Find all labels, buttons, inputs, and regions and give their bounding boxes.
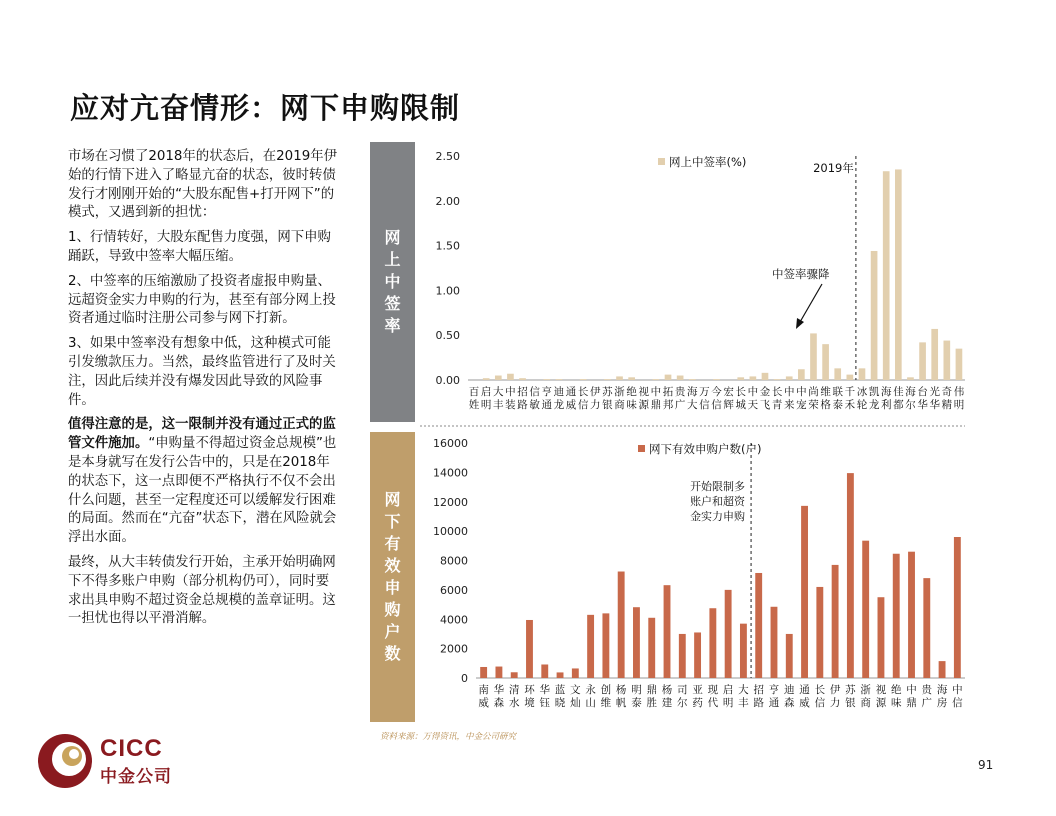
bar bbox=[580, 379, 587, 380]
y-tick-label: 4000 bbox=[440, 613, 468, 627]
bar bbox=[737, 377, 744, 380]
bar bbox=[740, 624, 747, 678]
x-tick-label: 亨通 bbox=[541, 386, 553, 411]
y-tick-label: 2.50 bbox=[435, 150, 460, 163]
bar bbox=[786, 634, 793, 678]
y-tick-label: 14000 bbox=[433, 466, 468, 480]
x-tick-label: 通威 bbox=[799, 684, 810, 709]
y-tick-label: 2.00 bbox=[435, 194, 460, 208]
bar bbox=[907, 377, 914, 380]
x-tick-label: 迪龙 bbox=[553, 386, 565, 411]
bar bbox=[483, 378, 490, 380]
x-tick-label: 华钰 bbox=[539, 684, 551, 709]
x-tick-label: 贵广 bbox=[921, 684, 933, 709]
x-tick-label: 拓邦 bbox=[662, 386, 674, 411]
legend-label: 网上中签率(%) bbox=[669, 155, 747, 169]
x-tick-label: 大丰 bbox=[493, 386, 504, 411]
bar bbox=[954, 537, 961, 678]
x-tick-label: 海房 bbox=[936, 684, 948, 709]
bar bbox=[709, 608, 716, 678]
online-lottery-rate-chart bbox=[420, 142, 970, 427]
bar bbox=[725, 590, 732, 678]
x-tick-label: 现代 bbox=[707, 684, 719, 709]
x-tick-label: 杨建 bbox=[661, 684, 673, 709]
bar bbox=[908, 552, 915, 678]
bar bbox=[862, 541, 869, 678]
x-tick-label: 台华 bbox=[917, 386, 928, 411]
bar bbox=[762, 373, 769, 380]
paragraph-conclusion: 最终，从大丰转债发行开始，主承开始明确网下不得多账户申购（部分机构仍可），同时要求出具申购不超过资金总规模的盖章证明。这一担忧也得以平滑消解。 bbox=[68, 554, 336, 627]
bar bbox=[495, 376, 502, 380]
x-tick-label: 伊力 bbox=[590, 386, 601, 411]
y-tick-label: 1.50 bbox=[435, 239, 460, 253]
x-tick-label: 绝味 bbox=[626, 386, 637, 411]
bar bbox=[511, 672, 518, 678]
x-tick-label: 浙商 bbox=[860, 684, 871, 709]
annotation-restriction: 账户和超资 bbox=[690, 495, 746, 508]
bar bbox=[810, 333, 817, 380]
x-tick-label: 中来 bbox=[783, 386, 795, 411]
band-char: 签 bbox=[384, 294, 401, 313]
bar bbox=[480, 667, 487, 678]
bar bbox=[618, 572, 625, 678]
source-note: 资料来源：万得资讯，中金公司研究 bbox=[380, 732, 517, 742]
bar bbox=[878, 597, 885, 678]
bar bbox=[677, 376, 684, 380]
x-tick-label: 中鼎 bbox=[650, 386, 662, 411]
offline-applicants-chart bbox=[420, 432, 970, 727]
annotation-year: 2019年 bbox=[813, 161, 854, 175]
bar bbox=[774, 379, 781, 380]
x-tick-label: 启明 bbox=[480, 386, 492, 411]
bar bbox=[750, 376, 757, 380]
x-tick-label: 冰轮 bbox=[856, 386, 868, 411]
legend-label: 网下有效申购户数(户) bbox=[649, 442, 762, 456]
bar bbox=[557, 672, 564, 678]
bar bbox=[689, 379, 696, 380]
band-char: 上 bbox=[384, 250, 401, 269]
x-tick-label: 鼎胜 bbox=[646, 684, 657, 709]
x-tick-label: 海利 bbox=[880, 386, 892, 411]
band-char: 中 bbox=[384, 272, 401, 291]
cicc-logo-icon bbox=[36, 732, 94, 790]
bar bbox=[822, 344, 829, 380]
y-tick-label: 2000 bbox=[440, 642, 468, 656]
bar bbox=[859, 368, 866, 380]
band-char: 有 bbox=[384, 534, 401, 553]
annotation-restriction: 金实力申购 bbox=[690, 510, 746, 523]
band-char: 数 bbox=[384, 644, 401, 663]
y-tick-label: 0 bbox=[461, 672, 468, 685]
paragraph-point-1: 1、行情转好，大股东配售力度强，网下申购踊跃，导致中签率大幅压缩。 bbox=[68, 230, 331, 264]
bar bbox=[648, 618, 655, 678]
bar bbox=[801, 506, 808, 678]
bar bbox=[895, 169, 902, 380]
x-tick-label: 伟明 bbox=[953, 386, 965, 411]
logo-text-en: CICC bbox=[100, 735, 163, 762]
x-tick-label: 司尔 bbox=[677, 684, 688, 709]
x-tick-label: 苏银 bbox=[845, 684, 856, 709]
bar bbox=[604, 379, 611, 380]
legend-swatch bbox=[658, 158, 665, 165]
bar bbox=[931, 329, 938, 380]
x-tick-label: 百姓 bbox=[468, 386, 480, 411]
annotation-arrow-head bbox=[796, 318, 804, 329]
page-number: 91 bbox=[978, 758, 994, 772]
band-char: 率 bbox=[384, 316, 401, 335]
y-tick-label: 8000 bbox=[440, 554, 468, 568]
y-tick-label: 6000 bbox=[440, 583, 468, 597]
band-char: 网 bbox=[384, 490, 401, 509]
band-char: 购 bbox=[384, 600, 401, 619]
x-tick-label: 视源 bbox=[638, 386, 650, 411]
bar bbox=[665, 375, 672, 380]
annotation-restriction: 开始限制多 bbox=[690, 480, 746, 493]
x-tick-label: 招路 bbox=[753, 684, 764, 709]
y-tick-label: 0.50 bbox=[435, 329, 460, 343]
x-tick-label: 尚荣 bbox=[808, 386, 819, 411]
bar bbox=[653, 379, 660, 380]
logo-text-cn: 中金公司 bbox=[100, 767, 172, 787]
band-label-offline-accounts bbox=[370, 432, 415, 722]
x-tick-label: 创维 bbox=[600, 684, 612, 709]
bar bbox=[694, 632, 701, 678]
paragraph-point-3: 3、如果中签率没有想象中低，这种模式可能引发缴款压力。当然，最终监管进行了及时关注，因此后续并没有爆发因此导致的风险事件。 bbox=[68, 336, 336, 408]
x-tick-label: 中装 bbox=[505, 386, 516, 411]
x-tick-label: 维格 bbox=[820, 386, 831, 411]
x-tick-label: 南威 bbox=[478, 684, 489, 709]
bar bbox=[543, 379, 550, 380]
x-tick-label: 启明 bbox=[722, 684, 734, 709]
x-tick-label: 金飞 bbox=[759, 386, 771, 411]
bar bbox=[943, 341, 950, 380]
band-char: 效 bbox=[384, 556, 401, 575]
bar bbox=[495, 667, 502, 678]
legend-swatch bbox=[638, 445, 645, 452]
x-tick-label: 长城 bbox=[735, 386, 746, 411]
bar bbox=[847, 473, 854, 678]
x-tick-label: 文灿 bbox=[570, 684, 581, 709]
x-tick-label: 光华 bbox=[929, 386, 940, 411]
x-tick-label: 中宠 bbox=[796, 386, 807, 411]
bar bbox=[834, 368, 841, 380]
bar bbox=[893, 554, 900, 678]
bar bbox=[556, 379, 563, 380]
x-tick-label: 奇精 bbox=[941, 386, 953, 411]
x-tick-label: 宏辉 bbox=[723, 386, 734, 411]
bar bbox=[541, 664, 548, 678]
bar bbox=[526, 620, 533, 678]
bar bbox=[713, 379, 720, 380]
y-tick-label: 0.00 bbox=[435, 374, 460, 387]
x-tick-label: 亨通 bbox=[768, 684, 780, 709]
x-tick-label: 万信 bbox=[699, 386, 710, 411]
bar bbox=[664, 585, 671, 678]
x-tick-label: 中信 bbox=[952, 684, 963, 709]
x-tick-label: 今信 bbox=[711, 386, 722, 411]
x-tick-label: 伊力 bbox=[829, 684, 841, 709]
bar bbox=[883, 171, 890, 380]
x-tick-label: 亚药 bbox=[692, 684, 703, 709]
bar bbox=[923, 578, 930, 678]
x-tick-label: 大丰 bbox=[738, 684, 749, 709]
bar bbox=[956, 349, 963, 380]
x-tick-label: 明泰 bbox=[631, 684, 642, 709]
x-tick-label: 凯龙 bbox=[868, 386, 880, 411]
x-tick-label: 永山 bbox=[585, 684, 596, 709]
bar bbox=[633, 607, 640, 678]
bar bbox=[587, 615, 594, 678]
x-tick-label: 长青 bbox=[771, 386, 783, 411]
y-tick-label: 10000 bbox=[433, 525, 468, 539]
x-tick-label: 苏银 bbox=[602, 386, 613, 411]
band-char: 申 bbox=[384, 578, 401, 597]
band-char: 下 bbox=[384, 512, 401, 531]
x-tick-label: 视源 bbox=[875, 684, 887, 709]
annotation-arrow-line bbox=[800, 284, 822, 322]
x-tick-label: 招路 bbox=[517, 386, 528, 411]
band-char: 网 bbox=[384, 228, 401, 247]
bar bbox=[572, 668, 579, 678]
bar bbox=[507, 374, 514, 380]
x-tick-label: 中天 bbox=[747, 386, 759, 411]
bar bbox=[816, 587, 823, 678]
y-tick-label: 1.00 bbox=[435, 284, 460, 298]
x-tick-label: 贵广 bbox=[674, 386, 686, 411]
x-tick-label: 长信 bbox=[577, 386, 589, 411]
x-tick-label: 信敏 bbox=[529, 386, 540, 411]
x-tick-label: 长信 bbox=[814, 684, 826, 709]
bar bbox=[871, 251, 878, 380]
x-tick-label: 杨帆 bbox=[615, 684, 627, 709]
y-tick-label: 12000 bbox=[433, 495, 468, 509]
paragraph-note bbox=[68, 416, 338, 548]
band-label-online-rate bbox=[370, 142, 415, 422]
x-tick-label: 华森 bbox=[493, 684, 505, 709]
x-tick-label: 佳都 bbox=[893, 386, 904, 411]
paragraph-intro: 市场在习惯了2018年的状态后，在2019年伊始的行情下进入了略显亢奋的状态，彼时转债发行才刚刚开始的“大股东配售+打开网下”的模式，又遇到新的担忧： bbox=[68, 149, 338, 221]
x-tick-label: 千禾 bbox=[844, 386, 856, 411]
x-tick-label: 绝味 bbox=[890, 684, 902, 709]
bar bbox=[798, 369, 805, 380]
bar bbox=[602, 613, 609, 678]
paragraph-point-2: 2、中签率的压缩激励了投资者虚报申购量、远超资金实力申购的行为，甚至有部分网上投资者通过临时注册公司参与网下打新。 bbox=[68, 273, 336, 327]
bar bbox=[939, 661, 946, 678]
x-tick-label: 蓝晓 bbox=[554, 684, 566, 709]
note-detail: “申购量不得超过资金总规模”也是本身就写在发行公告中的，只是在2018年的状态下，这一点即便不严格执行不仅不会出什么问题，甚至一定程度还可以缓解发行困难的局面。然而在“亢奋”状态下，潜在风险就会浮出水面。 bbox=[68, 436, 337, 546]
bar bbox=[786, 376, 793, 380]
x-tick-label: 联泰 bbox=[832, 386, 843, 411]
x-tick-label: 海尔 bbox=[905, 386, 916, 411]
y-tick-label: 16000 bbox=[433, 437, 468, 450]
chart-separator bbox=[420, 424, 970, 428]
x-tick-label: 环境 bbox=[524, 684, 535, 709]
bar bbox=[755, 573, 762, 678]
band-char: 户 bbox=[384, 622, 401, 641]
bar bbox=[919, 342, 926, 380]
bar bbox=[628, 377, 635, 380]
x-tick-label: 海大 bbox=[687, 386, 698, 411]
page-title: 应对亢奋情形：网下申购限制 bbox=[70, 91, 461, 125]
bar bbox=[679, 634, 686, 678]
bar bbox=[832, 565, 839, 678]
x-tick-label: 清水 bbox=[508, 684, 520, 709]
bar bbox=[616, 376, 623, 380]
note-emphasis: 值得注意的是，这一限制并没有通过正式的监管文件施加。 bbox=[68, 417, 336, 452]
bar bbox=[771, 607, 778, 678]
x-tick-label: 浙商 bbox=[614, 386, 625, 411]
body-text bbox=[68, 148, 338, 635]
bar bbox=[847, 375, 854, 380]
x-tick-label: 通威 bbox=[565, 386, 577, 411]
x-tick-label: 中鼎 bbox=[906, 684, 917, 709]
bar bbox=[519, 378, 526, 380]
x-tick-label: 迪森 bbox=[784, 684, 795, 709]
annotation-rate-drop: 中签率骤降 bbox=[772, 267, 830, 281]
